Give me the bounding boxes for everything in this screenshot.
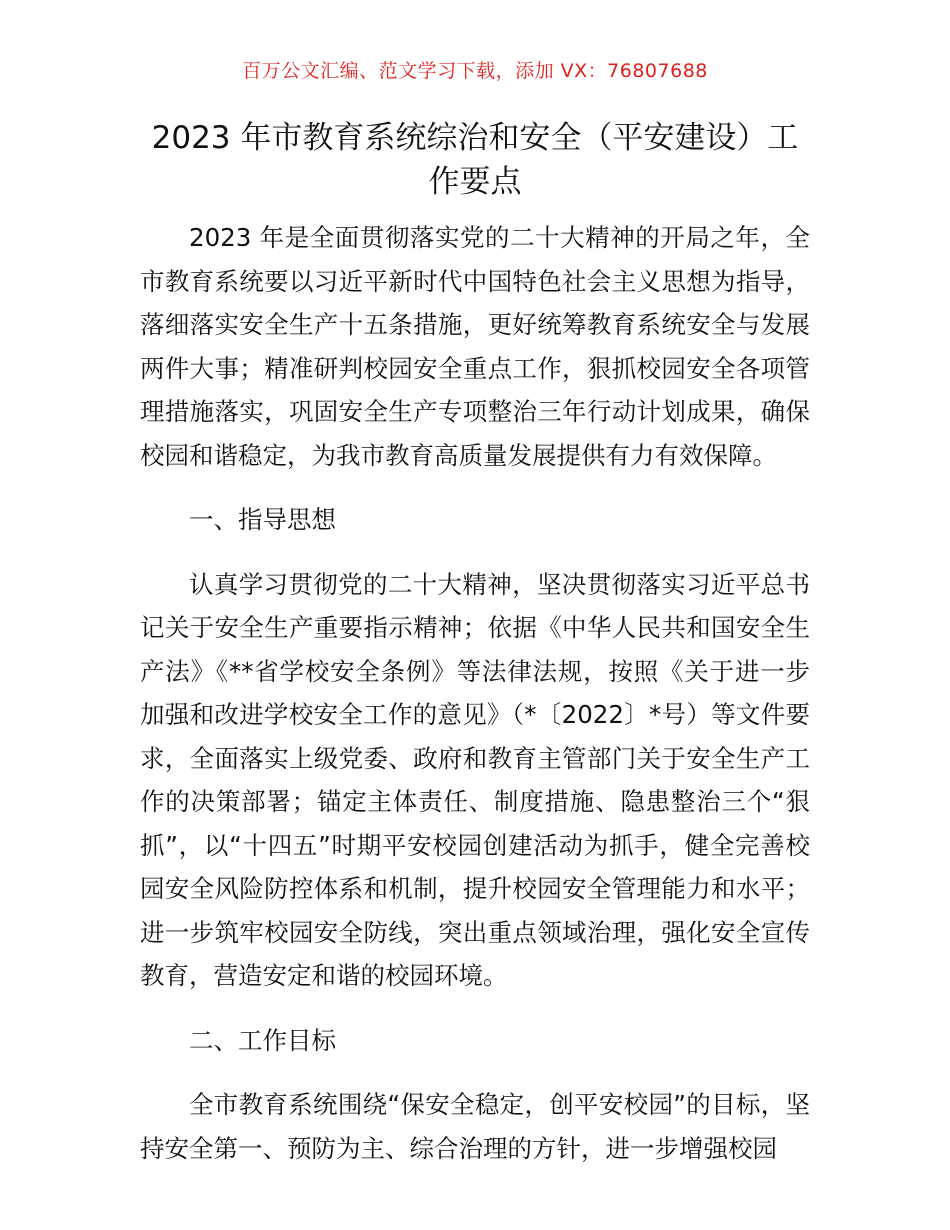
spacer (140, 1069, 810, 1083)
work-goals-paragraph: 全市教育系统围绕“保安全稳定，创平安校园”的目标，坚持安全第一、预防为主、综合治理的方针，进一步增强校园 (140, 1090, 810, 1163)
spacer (140, 549, 810, 563)
section-heading-guiding-ideology: 一、指导思想 (189, 505, 336, 534)
document-title: 2023 年市教育系统综治和安全（平安建设）工作要点 (151, 120, 799, 200)
watermark-banner: 百万公文汇编、范文学习下载，添加 VX：76807688 (242, 60, 708, 82)
intro-paragraph: 2023 年是全面贯彻落实党的二十大精神的开局之年，全市教育系统要以习近平新时代中国特色社会主义思想为指导，落细落实安全生产十五条措施，更好统筹教育系统安全与发展两件大事；精准研判校园安全重点工作，狠抓校园安全各项管理措施落实，巩固安全生产专项整治三年行动计划成果，确保校园和谐稳定，为我市教育高质量发展提供有力有效保障。 (140, 223, 810, 470)
spacer (140, 998, 810, 1012)
guiding-ideology-paragraph: 认真学习贯彻党的二十大精神，坚决贯彻落实习近平总书记关于安全生产重要指示精神；依据《中华人民共和国安全生产法》《**省学校安全条例》等法律法规，按照《关于进一步加强和改进学校安全工作的意见》（*〔2022〕*号）等文件要求，全面落实上级党委、政府和教育主管部门关于安全生产工作的决策部署；锚定主体责任、制度措施、隐患整治三个“狠抓”，以“十四五”时期平安校园创建活动为抓手，健全完善校园安全风险防控体系和机制，提升校园安全管理能力和水平；进一步筑牢校园安全防线，突出重点领域治理，强化安全宣传教育，营造安定和谐的校园环境。 (140, 569, 810, 990)
document-body (140, 216, 810, 1170)
section-heading-work-goals: 二、工作目标 (189, 1025, 336, 1055)
spacer (140, 477, 810, 491)
